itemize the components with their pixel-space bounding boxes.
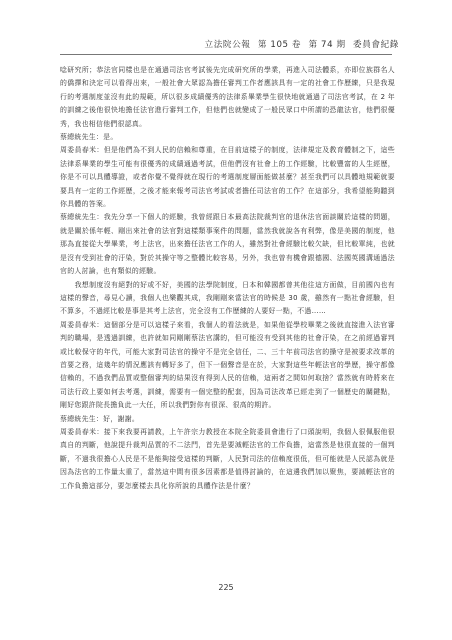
page-number: 225 [218, 583, 234, 592]
speaker-label: 蔡總統先生 [60, 213, 97, 222]
paragraph [60, 279, 395, 319]
paragraph-text: 我想制度沒有絕對的好或不好，美國的法學院制度，日本和韓國都曾其他往這方面做，目前國內也有這樣的聲音，尋見心讀，我個人也樂觀其成，我剛剛來當法官的時候是 30 歲，雖然有一點社會經驗，但不算多，不過經比較是事是其考上法官，完全沒有工作歷練的人要好一點，不過…… [60, 280, 395, 316]
paragraph: 蔡總統先生：是。 [60, 133, 118, 142]
paragraph-text: 好，謝謝。 [103, 414, 140, 423]
paragraph: 周委員春米：接下來我要再請教，上午許宗力教授在本院全院委員會進行了口頭說明，我個人很佩服他很真自的判斷，他說提升裁判品質的不二法門，首先是要減輕法官的工作負擔，這當然是他很直接的一個判斷，不過我很擔心人民是不是能夠接受這樣的判斷，人民對司法的信賴度很低，但可能就是人民認為就是因為法官的工作量太重了，當然這中間有很多因素都是值得討論的，在這邊我們加以聚焦，要減輕法官的工作負擔這部分，要怎麼樣去具化你所說的具體作法是什麼？ [60, 427, 395, 490]
speaker-label: 周委員春米 [60, 320, 97, 329]
paragraph: 蔡總統先生：好，謝謝。 [60, 414, 140, 423]
paragraph-text: 這個部分是可以這樣子來看，我個人的看法就是，如果他從學校畢業之後就直接進入法官審判的職場，是透過訓練，也許就如同剛剛蔡法官講的，但可能沒有受到其他的社會汙染，在之前經過審判或比較保守的年代，可能大家對司法官的操守不是完全信任，二、三十年前司法官的操守是被要求改革的首要之務，這幾年的情況應該有轉好多了，但下一個聲音是在於，大家對這些年輕法官的學歷，操守都像信賴的，不過我們品質或整個審判的結果沒有得到人民的信賴，這兩者之間如何取捨？當然就有時將來在司法行政上要如何去考選，訓練，需要有一個完整的配套，因為司法改革已經走到了一個歷史的關鍵點，剛好您跟許院長擔負此一大任，所以我們對你有很深、很高的期許。 [60, 320, 395, 410]
speaker-label: 周委員春米 [60, 427, 97, 436]
speaker-label: 蔡總統先生 [60, 133, 96, 142]
paragraph-text: 我先分享一下個人的經驗，我曾經跟日本最高法院裁判官的退休法官面談關於這樣的問題，就是關於係年輕、剛出來社會的法官對這樣類事案件的問題，當然我就說各有利弊，像是美國的制度，他那為直接從大學畢業，考上法官，出來擔任法官工作的人，雖然對社會經驗比較欠缺，但比較單純，也就是沒有受到社會的汙染，對於其操守等之整體比較容易，另外，我也曾有機會跟德國、法國英國溝通過法官的人討論，也有類似的經驗。 [60, 213, 395, 276]
volume-number: 第 105 卷 [257, 40, 302, 50]
paragraph-text: 唸研究所；恭法官同樣也是在通過司法官考試後先完成研究所的學業，再進入司法體系，亦即位族群名人的僑擇和決定可以看得出來，一般社會大眾認為擔任審判工作者應該具有一定的社會工作歷練，只是我現行的考選制度並沒有此的規範，所以很多成績優秀的法律系畢業學生很快地就通過了司法官考試，在 2 年的訓練之後他很快地擔任法官進行審判工作，但他們也就變成了一般民眾口中所謂的恐龍法官，他們很優秀，我也相信他們很認真。 [60, 66, 395, 128]
speaker-label: 周委員春米 [60, 146, 97, 155]
paragraph: 周委員春米：這個部分是可以這樣子來看，我個人的看法就是，如果他從學校畢業之後就直接進入法官審判的職場，是透過訓練，也許就如同剛剛蔡法官講的，但可能沒有受到其他的社會汙染，在之前經過審判或比較保守的年代，可能大家對司法官的操守不是完全信任，二、三十年前司法官的操守是被要求改革的首要之務，這幾年的情況應該有轉好多了，但下一個聲音是在於，大家對這些年輕法官的學歷，操守都像信賴的，不過我們品質或整個審判的結果沒有得到人民的信賴，這兩者之間如何取捨？當然就有時將來在司法行政上要如何去考選，訓練，需要有一個完整的配套，因為司法改革已經走到了一個歷史的關鍵點，剛好您跟許院長擔負此一大任，所以我們對你有很深、很高的期許。 [60, 320, 395, 410]
publication-name: 立法院公報 [204, 40, 251, 50]
transcript-body [60, 64, 395, 493]
issue-number: 第 74 期 [308, 40, 346, 50]
header-rule [60, 54, 392, 55]
paragraph: 周委員春米：但是他們為不到人民的信賴和尊重，在目前這樣子的制度，法律規定及教育體制之下，這些法律系畢業的學生可能有很優秀的成績通過考試，但他們沒有社會上的工作經驗，比較豐富的人生經歷，你是不可以具體導證，或者你覺不覺得就在現行的考選制度層面能做甚麼？甚至我們可以具體地規範就要要具有一定的工作經歷，之後才能來報考司法官考試或者擔任司法官的工作？在這部分，我希望能夠聽到你具體的答案。 [60, 146, 395, 209]
section-name: 委員會紀錄 [353, 40, 399, 50]
paragraph-text: 是。 [103, 133, 118, 142]
paragraph [60, 64, 395, 131]
page-header [201, 38, 399, 50]
paragraph-text: 接下來我要再請教，上午許宗力教授在本院全院委員會進行了口頭說明，我個人很佩服他很真自的判斷，他說提升裁判品質的不二法門，首先是要減輕法官的工作負擔，這當然是他很直接的一個判斷，不過我很擔心人民是不是能夠接受這樣的判斷，人民對司法的信賴度很低，但可能就是人民認為就是因為法官的工作量太重了，當然這中間有很多因素都是值得討論的，在這邊我們加以聚焦，要減輕法官的工作負擔這部分，要怎麼樣去具化你所說的具體作法是什麼？ [60, 427, 395, 490]
paragraph: 蔡總統先生：我先分享一下個人的經驗，我曾經跟日本最高法院裁判官的退休法官面談關於這樣的問題，就是關於係年輕、剛出來社會的法官對這樣類事案件的問題，當然我就說各有利弊，像是美國的制度，他那為直接從大學畢業，考上法官，出來擔任法官工作的人，雖然對社會經驗比較欠缺，但比較單純，也就是沒有受到社會的汙染，對於其操守等之整體比較容易，另外，我也曾有機會跟德國、法國英國溝通過法官的人討論，也有類似的經驗。 [60, 213, 395, 276]
speaker-label: 蔡總統先生 [60, 414, 96, 423]
paragraph-text: 但是他們為不到人民的信賴和尊重，在目前這樣子的制度，法律規定及教育體制之下，這些法律系畢業的學生可能有很優秀的成績通過考試，但他們沒有社會上的工作經驗，比較豐富的人生經歷，你是不可以具體導證，或者你覺不覺得就在現行的考選制度層面能做甚麼？甚至我們可以具體地規範就要要具有一定的工作經歷，之後才能來報考司法官考試或者擔任司法官的工作？在這部分，我希望能夠聽到你具體的答案。 [60, 146, 395, 209]
